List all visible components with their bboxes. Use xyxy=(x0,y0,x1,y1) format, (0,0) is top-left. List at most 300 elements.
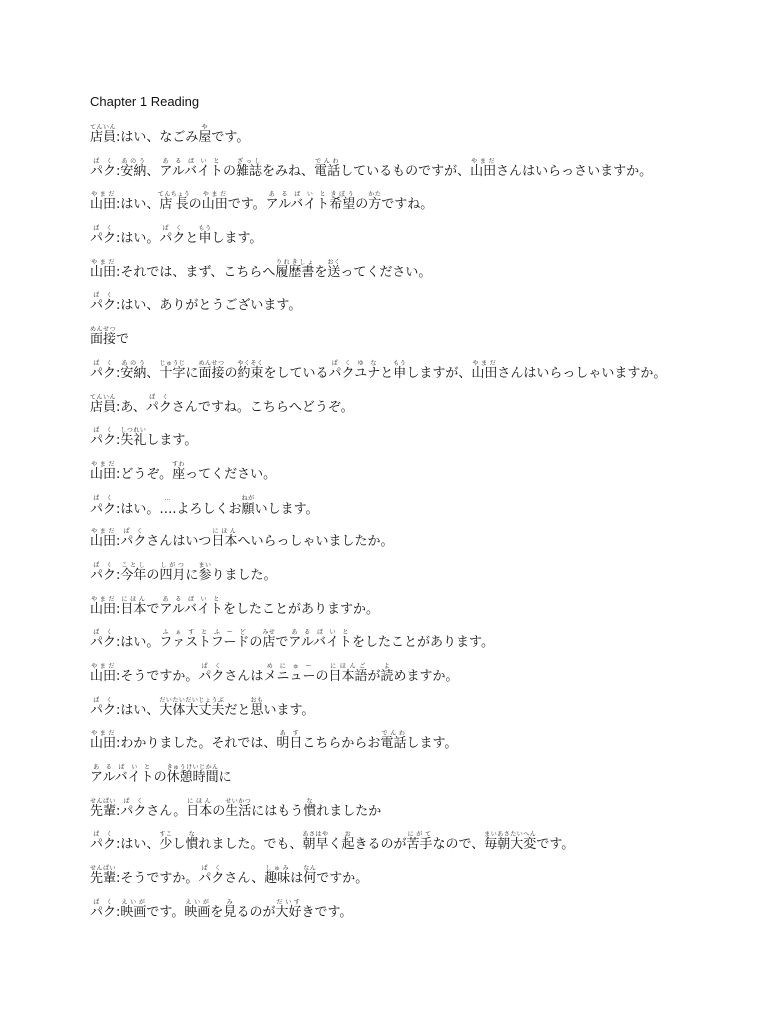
line-text: :どうぞ。 xyxy=(116,466,173,482)
line-text: が xyxy=(367,669,381,684)
word-text: 山田 xyxy=(90,669,117,684)
word-text: 安納 xyxy=(120,365,147,381)
furigana-word xyxy=(225,797,252,819)
furigana-reading: ふぁすとふーど xyxy=(159,629,250,637)
word-text: 山田 xyxy=(90,197,117,213)
furigana-reading: もう xyxy=(198,225,212,233)
word-text: 毎朝大変 xyxy=(484,837,537,853)
word-text: 失礼 xyxy=(120,433,147,449)
furigana-word xyxy=(341,831,355,853)
furigana-reading: えいが xyxy=(184,898,211,906)
furigana-reading: おも xyxy=(250,696,264,704)
furigana-reading: めにゅー xyxy=(263,663,316,670)
furigana-reading: ぱく xyxy=(90,427,117,435)
line-text: の xyxy=(355,197,369,213)
furigana-reading: すわ xyxy=(172,460,186,468)
dialogue-line xyxy=(90,259,750,281)
dialogue-line xyxy=(90,495,750,517)
furigana-word xyxy=(198,225,212,247)
furigana-word xyxy=(159,629,250,651)
furigana-word xyxy=(120,595,147,617)
line-text: の xyxy=(223,163,237,179)
word-text: アルバイト xyxy=(265,197,330,213)
line-text: さん、 xyxy=(224,871,265,887)
furigana-reading: やまだ xyxy=(90,663,117,670)
furigana-word xyxy=(275,258,315,280)
word-text: 見 xyxy=(223,904,237,920)
line-text: の xyxy=(153,770,167,786)
furigana-word xyxy=(90,629,117,651)
furigana-word xyxy=(90,561,117,583)
furigana-reading: きゅうけいじかん xyxy=(166,764,219,772)
furigana-reading: やまだ xyxy=(90,595,117,603)
furigana-word xyxy=(275,898,302,920)
furigana-reading: せいかつ xyxy=(225,797,252,805)
furigana-reading: まい xyxy=(198,561,212,569)
furigana-reading: やまだ xyxy=(90,460,117,468)
furigana-word xyxy=(90,595,117,617)
word-text: 日本 xyxy=(120,601,147,617)
furigana-word xyxy=(185,831,199,853)
word-text: 店員 xyxy=(90,399,117,415)
furigana-word xyxy=(90,124,117,145)
line-text: をしたことがありますか。 xyxy=(223,601,380,617)
line-text: します。 xyxy=(406,736,458,752)
line-text: : xyxy=(116,904,121,920)
furigana-reading: ぱく xyxy=(90,359,117,367)
furigana-word xyxy=(223,898,237,920)
word-text: アルバイト xyxy=(159,601,224,617)
word-text: 面接 xyxy=(198,365,225,381)
line-text: の xyxy=(146,567,160,583)
furigana-reading: にほん xyxy=(120,595,147,603)
dialogue-line xyxy=(90,798,750,820)
line-text: です。 xyxy=(146,904,185,920)
furigana-word xyxy=(90,326,117,348)
furigana-word xyxy=(314,157,341,179)
furigana-reading: みせ xyxy=(262,629,276,637)
word-text: パク xyxy=(90,365,117,381)
furigana-word xyxy=(90,696,117,718)
furigana-word xyxy=(159,595,224,617)
furigana-word xyxy=(264,865,291,887)
line-text: です。 xyxy=(227,197,266,213)
furigana-word xyxy=(276,730,303,752)
dialogue-line xyxy=(90,191,750,213)
line-text: をみね、 xyxy=(262,163,315,179)
furigana-word xyxy=(157,191,191,213)
furigana-word xyxy=(120,528,147,550)
word-text: パク xyxy=(90,163,117,179)
furigana-reading: ぱく xyxy=(198,865,225,873)
line-text: います。 xyxy=(263,702,315,718)
word-text: 趣味 xyxy=(264,871,291,887)
furigana-word xyxy=(368,191,382,213)
line-text: : xyxy=(116,567,121,583)
line-text: れましたか xyxy=(316,803,382,819)
reading-document xyxy=(90,92,750,933)
furigana-word xyxy=(329,191,356,213)
furigana-word xyxy=(120,797,147,819)
furigana-reading: あのう xyxy=(120,359,147,367)
line-text: で xyxy=(146,601,160,617)
furigana-word xyxy=(90,797,117,819)
furigana-reading: もう xyxy=(393,359,407,367)
furigana-reading: おく xyxy=(327,258,341,266)
furigana-reading: ぱく xyxy=(90,629,117,637)
furigana-word xyxy=(241,494,255,517)
line-text: : xyxy=(116,601,121,617)
word-text: パク xyxy=(90,837,117,853)
furigana-reading: ざっし xyxy=(236,157,263,165)
furigana-reading: でんわ xyxy=(314,157,341,165)
word-text: 先輩 xyxy=(90,803,117,819)
furigana-word xyxy=(90,191,117,213)
line-text: :そうですか。 xyxy=(116,669,199,684)
word-text: 生活 xyxy=(225,803,252,819)
word-text: 山田 xyxy=(90,534,117,550)
furigana-word xyxy=(198,865,225,887)
dialogue-line xyxy=(90,629,750,651)
furigana-reading: ぱく xyxy=(90,831,117,839)
furigana-word xyxy=(120,359,147,381)
line-text: :はい、 xyxy=(116,702,160,718)
word-text: 朝早 xyxy=(302,837,329,853)
dialogue-line xyxy=(90,360,750,382)
word-text: パク xyxy=(145,399,172,415)
dialogue-line xyxy=(90,528,750,550)
furigana-word xyxy=(90,730,117,752)
line-text: で xyxy=(275,635,289,651)
furigana-word xyxy=(303,797,317,819)
line-text: は xyxy=(290,871,304,887)
word-text: アルバイト xyxy=(159,163,224,179)
word-text: パク xyxy=(198,871,225,887)
furigana-reading: にほん xyxy=(211,528,238,536)
dialogue-line xyxy=(90,663,750,685)
word-text: 山田 xyxy=(201,197,228,213)
word-text: 参 xyxy=(198,567,212,583)
line-text: です。 xyxy=(211,130,250,145)
word-text: 店 xyxy=(262,635,276,651)
furigana-reading: りれきしょ xyxy=(275,258,315,266)
furigana-word xyxy=(159,359,186,381)
dialogue-line xyxy=(90,899,750,921)
dialogue-line xyxy=(90,865,750,887)
furigana-word xyxy=(120,561,147,583)
line-text: :はい。 xyxy=(116,501,160,517)
line-text: きです。 xyxy=(301,904,353,920)
line-text: をしている xyxy=(263,365,329,381)
dialogue-line xyxy=(90,292,750,314)
line-text: します。 xyxy=(146,433,198,449)
furigana-word xyxy=(328,359,381,381)
furigana-reading: にほん xyxy=(186,797,213,805)
word-text: 店員 xyxy=(90,130,117,145)
furigana-reading: な xyxy=(185,831,199,839)
line-text: れました。でも、 xyxy=(198,837,303,853)
furigana-word xyxy=(120,427,147,449)
line-text: いします。 xyxy=(254,501,319,517)
dialogue-line xyxy=(90,124,750,146)
line-text: : xyxy=(116,433,121,449)
furigana-reading: きぼう xyxy=(329,191,356,199)
furigana-reading: ぱく xyxy=(90,898,117,906)
line-text: します。 xyxy=(211,231,263,247)
line-text: に xyxy=(185,365,199,381)
dialogue-line xyxy=(90,764,750,786)
furigana-word xyxy=(262,629,276,651)
furigana-reading: せんぱい xyxy=(90,865,117,873)
word-text: 日本語 xyxy=(328,669,368,684)
word-text: 希望 xyxy=(329,197,356,213)
word-text: 思 xyxy=(250,702,264,718)
furigana-reading: やまだ xyxy=(90,258,117,266)
furigana-word xyxy=(198,124,212,145)
line-text: の xyxy=(188,197,202,213)
furigana-word xyxy=(159,494,177,517)
word-text: 山田 xyxy=(90,264,117,280)
furigana-word xyxy=(90,831,117,853)
furigana-reading: だいす xyxy=(275,898,302,906)
word-text: 山田 xyxy=(90,601,117,617)
word-text: 映画 xyxy=(184,904,211,920)
word-text: 大体大丈夫 xyxy=(159,702,225,718)
word-text: 山田 xyxy=(471,365,498,381)
line-text: の xyxy=(212,803,226,819)
furigana-reading: やまだ xyxy=(90,730,117,738)
word-text: 四月 xyxy=(159,567,186,583)
furigana-word xyxy=(120,898,147,920)
furigana-reading: まいあさたいへん xyxy=(484,831,537,839)
word-text: 苦手 xyxy=(406,837,433,853)
word-text: 安納 xyxy=(120,163,147,179)
line-text: りました。 xyxy=(211,567,277,583)
furigana-reading: あのう xyxy=(120,157,147,165)
furigana-word xyxy=(380,663,394,684)
furigana-reading: あるばいと xyxy=(265,191,330,199)
line-text: :それでは、まず、こちらへ xyxy=(116,264,276,280)
furigana-word xyxy=(186,797,213,819)
furigana-word xyxy=(201,191,228,213)
word-text: 送 xyxy=(327,264,341,280)
word-text: パク xyxy=(198,669,225,684)
line-text: :はい、なごみ xyxy=(116,130,199,145)
furigana-word xyxy=(327,258,341,280)
word-text: 電話 xyxy=(380,736,407,752)
word-text: 座 xyxy=(172,466,186,482)
furigana-reading: ぱく xyxy=(90,157,117,165)
word-text: パク xyxy=(90,298,117,314)
word-text: 休憩時間 xyxy=(166,770,219,786)
word-text: パク xyxy=(90,567,117,583)
furigana-reading: やまだ xyxy=(90,528,117,536)
word-text: 大好 xyxy=(275,904,302,920)
furigana-reading: なん xyxy=(303,865,317,873)
word-text: パク xyxy=(120,534,147,550)
word-text: 日本 xyxy=(211,534,238,550)
line-text: ですか。 xyxy=(316,871,369,887)
word-text: 先輩 xyxy=(90,871,117,887)
line-text: なので、 xyxy=(432,837,485,853)
line-text: へいらっしゃいましたか。 xyxy=(237,534,394,550)
line-text: 、 xyxy=(146,163,160,179)
dialogue-line xyxy=(90,831,750,853)
line-text: こちらからお xyxy=(302,736,381,752)
furigana-reading: あるばいと xyxy=(288,629,352,637)
furigana-reading: めんせつ xyxy=(198,359,225,367)
furigana-word xyxy=(471,359,498,381)
furigana-reading: ぱくゆな xyxy=(328,359,381,367)
furigana-reading: てんいん xyxy=(90,393,117,401)
line-text: しますが、 xyxy=(406,365,472,381)
word-text: パク xyxy=(90,635,117,651)
dialogue-line xyxy=(90,326,750,348)
furigana-reading: えいが xyxy=(120,898,147,906)
line-text: :はい、 xyxy=(116,197,160,213)
furigana-reading: せんぱい xyxy=(90,797,117,805)
furigana-word xyxy=(250,696,264,718)
line-text: の xyxy=(249,635,263,651)
line-text: :あ、 xyxy=(116,399,146,415)
furigana-word xyxy=(145,393,172,415)
word-text: 履歴書 xyxy=(275,264,315,280)
furigana-word xyxy=(198,561,212,583)
furigana-reading: てんちょう xyxy=(157,191,191,199)
line-text: さんは xyxy=(224,669,264,684)
furigana-word xyxy=(90,865,117,887)
furigana-reading: しつれい xyxy=(120,427,147,435)
furigana-word xyxy=(90,359,117,381)
furigana-reading: な xyxy=(303,797,317,805)
furigana-reading: お xyxy=(341,831,355,839)
line-text: るのが xyxy=(236,904,276,920)
furigana-word xyxy=(265,191,330,213)
furigana-word xyxy=(90,663,117,684)
word-text: パク xyxy=(120,803,147,819)
word-text: 今年 xyxy=(120,567,147,583)
word-text: 山田 xyxy=(90,466,117,482)
word-text: 山田 xyxy=(90,736,117,752)
line-text: : xyxy=(116,163,121,179)
line-text: に xyxy=(185,567,199,583)
furigana-word xyxy=(237,359,264,381)
furigana-reading: かた xyxy=(368,191,382,199)
furigana-word xyxy=(90,898,117,920)
furigana-reading: てんいん xyxy=(90,124,117,131)
furigana-reading: よ xyxy=(380,663,394,670)
furigana-reading: しゅみ xyxy=(264,865,291,873)
dialogue-lines xyxy=(90,124,750,921)
line-text: 、 xyxy=(146,365,160,381)
word-text: 雑誌 xyxy=(236,163,263,179)
word-text: ファストフード xyxy=(159,635,250,651)
furigana-word xyxy=(159,831,173,853)
furigana-word xyxy=(159,225,186,247)
furigana-word xyxy=(90,258,117,280)
line-text: だと xyxy=(224,702,251,718)
furigana-reading: にがて xyxy=(406,831,433,839)
line-text: :はい、ありがとうございます。 xyxy=(116,298,302,314)
furigana-word xyxy=(406,831,433,853)
furigana-reading: でんわ xyxy=(380,730,407,738)
furigana-word xyxy=(90,393,117,415)
furigana-reading: ぱく xyxy=(90,696,117,704)
furigana-reading: すこ xyxy=(159,831,173,839)
line-text: :はい。 xyxy=(116,635,160,651)
line-text: きるのが xyxy=(354,837,407,853)
word-text: パク xyxy=(90,702,117,718)
word-text: パク xyxy=(90,904,117,920)
furigana-reading: ぱく xyxy=(90,561,117,569)
furigana-word xyxy=(90,460,117,482)
line-text: めますか。 xyxy=(393,669,459,684)
dialogue-line xyxy=(90,394,750,416)
furigana-word xyxy=(159,157,224,179)
line-text: さんはいらっしゃいますか。 xyxy=(497,365,667,381)
word-text: パク xyxy=(90,433,117,449)
furigana-reading: だいたいだいじょうぶ xyxy=(159,696,225,704)
furigana-reading: あるばいと xyxy=(159,157,223,165)
word-text: 電話 xyxy=(314,163,341,179)
furigana-reading: ぱく xyxy=(90,292,117,300)
line-text: :はい。 xyxy=(116,231,160,247)
word-text: 映画 xyxy=(120,904,147,920)
word-text: 慣 xyxy=(303,803,317,819)
furigana-reading: ぱく xyxy=(90,494,117,502)
furigana-reading: ぱく xyxy=(120,528,147,536)
line-text: ですね。 xyxy=(381,197,434,213)
furigana-reading: ぱく xyxy=(90,225,117,233)
word-text: パク xyxy=(90,501,117,517)
furigana-reading: やまだ xyxy=(90,191,117,199)
furigana-reading: ねが xyxy=(241,494,255,502)
line-text: さんですね。こちらへどうぞ。 xyxy=(171,399,354,415)
furigana-word xyxy=(236,157,263,179)
line-text: : xyxy=(116,803,121,819)
word-text: パク xyxy=(159,231,186,247)
furigana-word xyxy=(120,157,147,179)
word-text: 明日 xyxy=(276,736,303,752)
furigana-word xyxy=(166,764,219,786)
furigana-word xyxy=(184,898,211,920)
line-text: :はい、 xyxy=(116,837,160,853)
furigana-word xyxy=(159,561,186,583)
furigana-word xyxy=(90,494,117,517)
line-text: :わかりました。それでは、 xyxy=(116,736,277,752)
furigana-word xyxy=(288,629,352,651)
furigana-word xyxy=(159,696,225,718)
dialogue-line xyxy=(90,562,750,584)
line-text: を xyxy=(210,904,224,920)
line-text: と xyxy=(185,231,199,247)
line-text: さんはいつ xyxy=(146,534,212,550)
furigana-reading: あさはや xyxy=(302,831,329,839)
furigana-word xyxy=(90,157,117,179)
line-text: です。 xyxy=(536,837,575,853)
word-text: メニュー xyxy=(263,669,316,684)
word-text: 十字 xyxy=(159,365,186,381)
furigana-word xyxy=(328,663,368,684)
furigana-reading: ことし xyxy=(120,561,147,569)
dialogue-line xyxy=(90,730,750,752)
word-text: 慣 xyxy=(185,837,199,853)
document-title: Chapter 1 Reading xyxy=(90,94,200,109)
furigana-reading: じゅうじ xyxy=(159,359,186,367)
word-text: 読 xyxy=(380,669,394,684)
word-text: 店長 xyxy=(157,197,191,213)
line-text: : xyxy=(116,534,121,550)
